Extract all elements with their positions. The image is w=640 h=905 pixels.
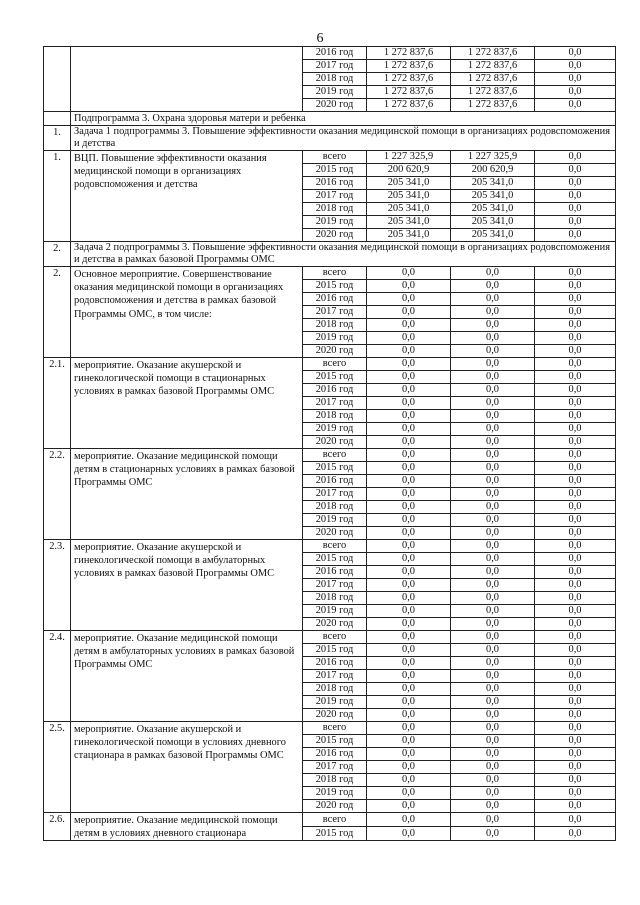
value-cell: 0,0 bbox=[535, 151, 616, 164]
year-cell: всего bbox=[303, 449, 367, 462]
value-cell: 0,0 bbox=[451, 761, 535, 774]
value-cell: 0,0 bbox=[535, 592, 616, 605]
value-cell: 0,0 bbox=[367, 371, 451, 384]
year-cell: 2018 год bbox=[303, 683, 367, 696]
value-cell: 0,0 bbox=[535, 229, 616, 242]
value-cell: 0,0 bbox=[535, 73, 616, 86]
value-cell: 1 272 837,6 bbox=[367, 73, 451, 86]
year-cell: 2017 год bbox=[303, 670, 367, 683]
value-cell: 205 341,0 bbox=[451, 190, 535, 203]
year-cell: всего bbox=[303, 267, 367, 280]
year-cell: 2016 год bbox=[303, 475, 367, 488]
value-cell: 0,0 bbox=[535, 748, 616, 761]
value-cell: 0,0 bbox=[451, 475, 535, 488]
value-cell: 0,0 bbox=[535, 657, 616, 670]
value-cell: 0,0 bbox=[451, 332, 535, 345]
value-cell: 0,0 bbox=[535, 631, 616, 644]
value-cell: 1 272 837,6 bbox=[367, 47, 451, 60]
value-cell: 205 341,0 bbox=[367, 216, 451, 229]
value-cell: 0,0 bbox=[451, 436, 535, 449]
value-cell: 0,0 bbox=[535, 618, 616, 631]
value-cell: 0,0 bbox=[535, 579, 616, 592]
year-cell: 2015 год bbox=[303, 371, 367, 384]
value-cell: 0,0 bbox=[451, 696, 535, 709]
value-cell: 0,0 bbox=[367, 280, 451, 293]
year-cell: 2018 год bbox=[303, 592, 367, 605]
value-cell: 0,0 bbox=[535, 306, 616, 319]
value-cell: 0,0 bbox=[535, 358, 616, 371]
value-cell: 0,0 bbox=[367, 436, 451, 449]
value-cell: 0,0 bbox=[451, 527, 535, 540]
page-number: 6 bbox=[316, 31, 324, 46]
value-cell: 1 227 325,9 bbox=[367, 151, 451, 164]
year-cell: 2015 год bbox=[303, 553, 367, 566]
value-cell: 0,0 bbox=[451, 397, 535, 410]
value-cell: 0,0 bbox=[367, 748, 451, 761]
year-cell: 2015 год bbox=[303, 735, 367, 748]
value-cell: 0,0 bbox=[367, 332, 451, 345]
value-cell: 0,0 bbox=[367, 410, 451, 423]
value-cell: 0,0 bbox=[367, 774, 451, 787]
year-cell: 2018 год bbox=[303, 501, 367, 514]
section-title: Подпрограмма 3. Охрана здоровья матери и ребенка bbox=[71, 112, 616, 126]
value-cell: 0,0 bbox=[367, 657, 451, 670]
value-cell: 0,0 bbox=[367, 397, 451, 410]
value-cell: 205 341,0 bbox=[451, 229, 535, 242]
row-number: 2.6. bbox=[44, 813, 71, 841]
value-cell: 0,0 bbox=[535, 475, 616, 488]
year-cell: 2018 год bbox=[303, 319, 367, 332]
value-cell: 0,0 bbox=[451, 787, 535, 800]
row-description: мероприятие. Оказание акушерской и гинекологической помощи в стационарных условиях в рамках базовой Программы ОМС bbox=[71, 358, 303, 449]
value-cell: 0,0 bbox=[535, 787, 616, 800]
row-number: 2.4. bbox=[44, 631, 71, 722]
value-cell: 0,0 bbox=[451, 709, 535, 722]
value-cell: 0,0 bbox=[367, 813, 451, 827]
value-cell: 0,0 bbox=[367, 735, 451, 748]
value-cell: 0,0 bbox=[451, 566, 535, 579]
value-cell: 0,0 bbox=[451, 514, 535, 527]
value-cell: 0,0 bbox=[367, 475, 451, 488]
value-cell: 0,0 bbox=[535, 203, 616, 216]
year-cell: 2019 год bbox=[303, 332, 367, 345]
value-cell: 0,0 bbox=[367, 670, 451, 683]
year-cell: всего bbox=[303, 631, 367, 644]
value-cell: 0,0 bbox=[451, 501, 535, 514]
row-number: 2. bbox=[44, 267, 71, 358]
value-cell: 0,0 bbox=[451, 683, 535, 696]
value-cell: 0,0 bbox=[535, 449, 616, 462]
year-cell: 2017 год bbox=[303, 397, 367, 410]
year-cell: 2017 год bbox=[303, 579, 367, 592]
year-cell: всего bbox=[303, 813, 367, 827]
table-row bbox=[44, 267, 616, 280]
value-cell: 0,0 bbox=[535, 423, 616, 436]
value-cell: 0,0 bbox=[535, 709, 616, 722]
table-row bbox=[44, 631, 616, 644]
row-description: ВЦП. Повышение эффективности оказания медицинской помощи в организациях родовспоможения и детства bbox=[71, 151, 303, 242]
value-cell: 0,0 bbox=[367, 761, 451, 774]
year-cell: всего bbox=[303, 151, 367, 164]
year-cell: 2017 год bbox=[303, 761, 367, 774]
table-row bbox=[44, 813, 616, 827]
year-cell: 2018 год bbox=[303, 203, 367, 216]
value-cell: 1 227 325,9 bbox=[451, 151, 535, 164]
year-cell: 2017 год bbox=[303, 60, 367, 73]
value-cell: 0,0 bbox=[367, 514, 451, 527]
value-cell: 0,0 bbox=[535, 332, 616, 345]
value-cell: 0,0 bbox=[535, 164, 616, 177]
value-cell: 0,0 bbox=[451, 813, 535, 827]
value-cell: 0,0 bbox=[451, 319, 535, 332]
value-cell: 0,0 bbox=[451, 670, 535, 683]
value-cell: 0,0 bbox=[367, 553, 451, 566]
value-cell: 0,0 bbox=[535, 319, 616, 332]
task-row bbox=[44, 126, 616, 151]
value-cell: 0,0 bbox=[367, 267, 451, 280]
value-cell: 0,0 bbox=[535, 722, 616, 735]
year-cell: 2020 год bbox=[303, 436, 367, 449]
year-cell: 2015 год bbox=[303, 280, 367, 293]
value-cell: 205 341,0 bbox=[451, 203, 535, 216]
value-cell: 0,0 bbox=[367, 592, 451, 605]
year-cell: 2017 год bbox=[303, 190, 367, 203]
row-number bbox=[44, 112, 71, 126]
year-cell: 2020 год bbox=[303, 618, 367, 631]
value-cell: 1 272 837,6 bbox=[451, 60, 535, 73]
value-cell: 0,0 bbox=[451, 827, 535, 841]
year-cell: всего bbox=[303, 540, 367, 553]
row-description: мероприятие. Оказание медицинской помощи детям в амбулаторных условиях в рамках базовой Программы ОМС bbox=[71, 631, 303, 722]
value-cell: 0,0 bbox=[451, 410, 535, 423]
value-cell: 0,0 bbox=[451, 605, 535, 618]
year-cell: 2019 год bbox=[303, 514, 367, 527]
year-cell: 2019 год bbox=[303, 787, 367, 800]
value-cell: 0,0 bbox=[535, 345, 616, 358]
value-cell: 0,0 bbox=[451, 631, 535, 644]
year-cell: 2020 год bbox=[303, 99, 367, 112]
value-cell: 0,0 bbox=[451, 345, 535, 358]
year-cell: 2016 год bbox=[303, 748, 367, 761]
value-cell: 0,0 bbox=[367, 827, 451, 841]
year-cell: 2020 год bbox=[303, 345, 367, 358]
table-row bbox=[44, 449, 616, 462]
task-row bbox=[44, 242, 616, 267]
value-cell: 0,0 bbox=[367, 566, 451, 579]
row-number: 2. bbox=[44, 242, 71, 267]
year-cell: 2020 год bbox=[303, 800, 367, 813]
year-cell: 2017 год bbox=[303, 488, 367, 501]
value-cell: 205 341,0 bbox=[367, 177, 451, 190]
row-description: мероприятие. Оказание акушерской и гинекологической помощи в условиях дневного стационара в рамках базовой Программы ОМС bbox=[71, 722, 303, 813]
value-cell: 0,0 bbox=[535, 800, 616, 813]
row-number bbox=[44, 47, 71, 112]
value-cell: 0,0 bbox=[451, 306, 535, 319]
value-cell: 0,0 bbox=[451, 800, 535, 813]
row-number: 2.2. bbox=[44, 449, 71, 540]
financing-table bbox=[43, 46, 616, 841]
value-cell: 0,0 bbox=[367, 527, 451, 540]
row-description: мероприятие. Оказание медицинской помощи детям в стационарных условиях в рамках базовой Программы ОМС bbox=[71, 449, 303, 540]
value-cell: 200 620,9 bbox=[451, 164, 535, 177]
year-cell: 2015 год bbox=[303, 644, 367, 657]
value-cell: 0,0 bbox=[367, 618, 451, 631]
row-number: 2.1. bbox=[44, 358, 71, 449]
value-cell: 0,0 bbox=[535, 696, 616, 709]
value-cell: 0,0 bbox=[535, 527, 616, 540]
value-cell: 0,0 bbox=[367, 462, 451, 475]
value-cell: 0,0 bbox=[451, 384, 535, 397]
value-cell: 0,0 bbox=[367, 449, 451, 462]
value-cell: 0,0 bbox=[367, 631, 451, 644]
value-cell: 0,0 bbox=[535, 514, 616, 527]
value-cell: 0,0 bbox=[367, 800, 451, 813]
value-cell: 0,0 bbox=[535, 99, 616, 112]
value-cell: 0,0 bbox=[367, 384, 451, 397]
table-row bbox=[44, 722, 616, 735]
row-description: мероприятие. Оказание акушерской и гинекологической помощи в амбулаторных условиях в рамках базовой Программы ОМС bbox=[71, 540, 303, 631]
year-cell: 2015 год bbox=[303, 462, 367, 475]
value-cell: 0,0 bbox=[535, 774, 616, 787]
value-cell: 0,0 bbox=[535, 190, 616, 203]
value-cell: 0,0 bbox=[367, 488, 451, 501]
year-cell: 2020 год bbox=[303, 229, 367, 242]
value-cell: 0,0 bbox=[367, 306, 451, 319]
subprogram-title-row bbox=[44, 112, 616, 126]
value-cell: 0,0 bbox=[535, 566, 616, 579]
value-cell: 0,0 bbox=[535, 436, 616, 449]
value-cell: 0,0 bbox=[535, 670, 616, 683]
value-cell: 0,0 bbox=[367, 696, 451, 709]
value-cell: 0,0 bbox=[535, 397, 616, 410]
value-cell: 0,0 bbox=[535, 827, 616, 841]
value-cell: 0,0 bbox=[451, 358, 535, 371]
section-title: Задача 2 подпрограммы 3. Повышение эффективности оказания медицинской помощи в организациях родовспоможения и детства в рамках базовой Программы ОМС bbox=[71, 242, 616, 267]
year-cell: 2017 год bbox=[303, 306, 367, 319]
year-cell: 2018 год bbox=[303, 410, 367, 423]
value-cell: 0,0 bbox=[535, 280, 616, 293]
value-cell: 0,0 bbox=[451, 553, 535, 566]
value-cell: 0,0 bbox=[535, 540, 616, 553]
value-cell: 0,0 bbox=[451, 722, 535, 735]
value-cell: 0,0 bbox=[451, 592, 535, 605]
value-cell: 0,0 bbox=[535, 293, 616, 306]
row-number: 2.5. bbox=[44, 722, 71, 813]
year-cell: 2018 год bbox=[303, 774, 367, 787]
value-cell: 0,0 bbox=[451, 462, 535, 475]
value-cell: 0,0 bbox=[367, 293, 451, 306]
row-description bbox=[71, 47, 303, 112]
value-cell: 0,0 bbox=[451, 774, 535, 787]
row-description: Основное мероприятие. Совершенствование оказания медицинской помощи в организациях родовспоможения и детства в рамках базовой Программы ОМС, в том числе: bbox=[71, 267, 303, 358]
value-cell: 0,0 bbox=[451, 293, 535, 306]
value-cell: 1 272 837,6 bbox=[451, 99, 535, 112]
value-cell: 0,0 bbox=[367, 579, 451, 592]
year-cell: 2016 год bbox=[303, 177, 367, 190]
value-cell: 0,0 bbox=[535, 410, 616, 423]
year-cell: 2019 год bbox=[303, 86, 367, 99]
year-cell: 2019 год bbox=[303, 423, 367, 436]
value-cell: 1 272 837,6 bbox=[367, 60, 451, 73]
value-cell: 0,0 bbox=[367, 540, 451, 553]
row-number: 1. bbox=[44, 126, 71, 151]
value-cell: 205 341,0 bbox=[367, 190, 451, 203]
year-cell: 2016 год bbox=[303, 384, 367, 397]
value-cell: 205 341,0 bbox=[367, 203, 451, 216]
value-cell: 0,0 bbox=[451, 280, 535, 293]
value-cell: 0,0 bbox=[535, 371, 616, 384]
value-cell: 1 272 837,6 bbox=[367, 99, 451, 112]
year-cell: всего bbox=[303, 722, 367, 735]
value-cell: 1 272 837,6 bbox=[451, 86, 535, 99]
value-cell: 0,0 bbox=[535, 384, 616, 397]
value-cell: 0,0 bbox=[535, 177, 616, 190]
value-cell: 0,0 bbox=[535, 644, 616, 657]
table-row bbox=[44, 151, 616, 164]
value-cell: 0,0 bbox=[535, 813, 616, 827]
year-cell: 2020 год bbox=[303, 709, 367, 722]
value-cell: 0,0 bbox=[535, 267, 616, 280]
value-cell: 0,0 bbox=[451, 618, 535, 631]
year-cell: 2019 год bbox=[303, 605, 367, 618]
value-cell: 0,0 bbox=[451, 735, 535, 748]
value-cell: 0,0 bbox=[535, 47, 616, 60]
table-row bbox=[44, 358, 616, 371]
row-description: мероприятие. Оказание медицинской помощи детям в условиях дневного стационара bbox=[71, 813, 303, 841]
value-cell: 1 272 837,6 bbox=[451, 73, 535, 86]
value-cell: 0,0 bbox=[367, 722, 451, 735]
year-cell: 2016 год bbox=[303, 657, 367, 670]
value-cell: 0,0 bbox=[451, 579, 535, 592]
value-cell: 0,0 bbox=[367, 644, 451, 657]
table-row bbox=[44, 47, 616, 60]
year-cell: всего bbox=[303, 358, 367, 371]
value-cell: 205 341,0 bbox=[451, 177, 535, 190]
row-number: 2.3. bbox=[44, 540, 71, 631]
value-cell: 205 341,0 bbox=[451, 216, 535, 229]
value-cell: 0,0 bbox=[367, 605, 451, 618]
value-cell: 0,0 bbox=[535, 553, 616, 566]
value-cell: 0,0 bbox=[367, 345, 451, 358]
value-cell: 0,0 bbox=[367, 423, 451, 436]
value-cell: 0,0 bbox=[451, 267, 535, 280]
value-cell: 0,0 bbox=[535, 86, 616, 99]
year-cell: 2016 год bbox=[303, 293, 367, 306]
year-cell: 2020 год bbox=[303, 527, 367, 540]
value-cell: 0,0 bbox=[535, 216, 616, 229]
value-cell: 0,0 bbox=[451, 371, 535, 384]
value-cell: 200 620,9 bbox=[367, 164, 451, 177]
value-cell: 0,0 bbox=[451, 540, 535, 553]
value-cell: 0,0 bbox=[367, 319, 451, 332]
value-cell: 0,0 bbox=[367, 501, 451, 514]
table-row bbox=[44, 540, 616, 553]
value-cell: 1 272 837,6 bbox=[367, 86, 451, 99]
year-cell: 2019 год bbox=[303, 696, 367, 709]
value-cell: 0,0 bbox=[535, 60, 616, 73]
year-cell: 2016 год bbox=[303, 47, 367, 60]
row-number: 1. bbox=[44, 151, 71, 242]
value-cell: 0,0 bbox=[451, 488, 535, 501]
value-cell: 0,0 bbox=[367, 358, 451, 371]
year-cell: 2018 год bbox=[303, 73, 367, 86]
value-cell: 0,0 bbox=[535, 761, 616, 774]
value-cell: 0,0 bbox=[367, 787, 451, 800]
value-cell: 0,0 bbox=[451, 423, 535, 436]
section-title: Задача 1 подпрограммы 3. Повышение эффективности оказания медицинской помощи в организациях родовспоможения и детства bbox=[71, 126, 616, 151]
value-cell: 0,0 bbox=[451, 657, 535, 670]
value-cell: 0,0 bbox=[451, 449, 535, 462]
value-cell: 0,0 bbox=[367, 683, 451, 696]
value-cell: 0,0 bbox=[451, 748, 535, 761]
value-cell: 1 272 837,6 bbox=[451, 47, 535, 60]
year-cell: 2016 год bbox=[303, 566, 367, 579]
value-cell: 0,0 bbox=[451, 644, 535, 657]
value-cell: 205 341,0 bbox=[367, 229, 451, 242]
value-cell: 0,0 bbox=[535, 462, 616, 475]
value-cell: 0,0 bbox=[535, 735, 616, 748]
year-cell: 2019 год bbox=[303, 216, 367, 229]
value-cell: 0,0 bbox=[535, 488, 616, 501]
value-cell: 0,0 bbox=[367, 709, 451, 722]
value-cell: 0,0 bbox=[535, 605, 616, 618]
year-cell: 2015 год bbox=[303, 164, 367, 177]
year-cell: 2015 год bbox=[303, 827, 367, 841]
value-cell: 0,0 bbox=[535, 683, 616, 696]
value-cell: 0,0 bbox=[535, 501, 616, 514]
